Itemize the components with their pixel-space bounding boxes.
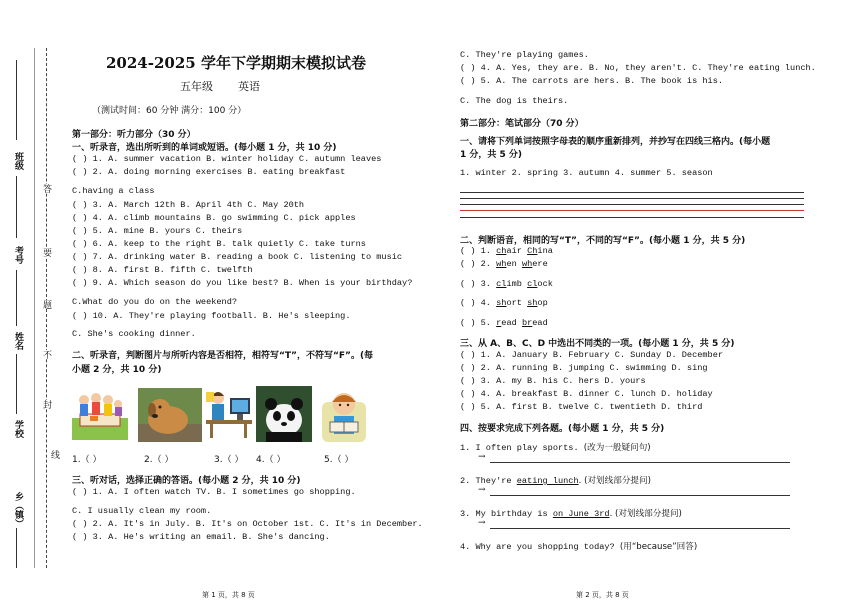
listening-item: C. She's cooking dinner. bbox=[72, 329, 196, 339]
listening-item: C.What do you do on the weekend? bbox=[72, 297, 238, 307]
picture-answer-2[interactable]: 2.（ ） bbox=[144, 455, 174, 465]
field-class-label: 班级 bbox=[13, 152, 23, 170]
listening-item: ( ) 5. A. mine B. yours C. theirs bbox=[72, 226, 243, 236]
field-id-line bbox=[16, 176, 17, 238]
part2-sec1-title-2: 1 分，共 5 分) bbox=[460, 150, 523, 160]
dialogue-item: ( ) 3. A. He's writing an email. B. She's dancing. bbox=[72, 532, 330, 542]
family-picnic-picture bbox=[72, 388, 128, 440]
answer-arrow: → bbox=[478, 485, 486, 495]
field-id-label: 考号 bbox=[13, 246, 23, 264]
page-number-right: 第 2 页，共 8 页 bbox=[576, 591, 629, 599]
subject-label: 英语 bbox=[238, 80, 260, 93]
rewrite-item: 4. Why are you shopping today? (用“because”回答) bbox=[460, 542, 698, 552]
phonics-item: ( ) 2. when where bbox=[460, 259, 548, 269]
binding-char-2: 要 bbox=[41, 248, 51, 257]
dialogue-item: C. They're playing games. bbox=[460, 50, 589, 60]
part2-sec1-title-1: 一、请将下列单词按照字母表的顺序重新排列，并抄写在四线三格内。(每小题 bbox=[460, 137, 771, 147]
dialogue-item: C. The dog is theirs. bbox=[460, 96, 569, 106]
phonics-item: ( ) 3. climb clock bbox=[460, 279, 553, 289]
answer-arrow: → bbox=[478, 518, 486, 528]
listening-item: ( ) 6. A. keep to the right B. talk quietly C. take turns bbox=[72, 239, 366, 249]
binding-char-1: 答 bbox=[41, 184, 51, 193]
listening-item: ( ) 3. A. March 12th B. April 4th C. May 20th bbox=[72, 200, 305, 210]
picture-answer-4[interactable]: 4.（ ） bbox=[256, 455, 286, 465]
boy-at-computer-picture bbox=[204, 386, 254, 440]
exam-title: 2024-2025 学年下学期期末模拟试卷 bbox=[106, 54, 366, 72]
rewrite-item: 3. My birthday is on June 3rd. (对划线部分提问) bbox=[460, 509, 682, 519]
listening-item: ( ) 1. A. summer vacation B. winter holiday C. autumn leaves bbox=[72, 154, 382, 164]
field-school-line bbox=[16, 354, 17, 414]
dog-picture bbox=[138, 388, 202, 442]
part1-sec2-title-1: 二、听录音，判断图片与所听内容是否相符，相符写“T”，不符写“F”。(每 bbox=[72, 351, 374, 361]
dialogue-item: C. I usually clean my room. bbox=[72, 506, 212, 516]
dialogue-item: ( ) 5. A. The carrots are hers. B. The book is his. bbox=[460, 76, 724, 86]
listening-item: ( ) 2. A. doing morning exercises B. eating breakfast bbox=[72, 167, 346, 177]
field-town-line bbox=[16, 528, 17, 568]
rewrite-item: 2. They're eating lunch. (对划线部分提问) bbox=[460, 476, 651, 486]
rewrite-item: 1. I often play sports. (改为一般疑问句) bbox=[460, 443, 651, 453]
dialogue-item: ( ) 4. A. Yes, they are. B. No, they aren't. C. They're eating lunch. bbox=[460, 63, 816, 73]
phonics-item: ( ) 1. chair China bbox=[460, 246, 553, 256]
grade-label: 五年级 bbox=[180, 80, 213, 93]
odd-one-out-item: ( ) 5. A. first B. twelve C. twentieth D. third bbox=[460, 402, 703, 412]
listening-item: ( ) 4. A. climb mountains B. go swimming C. pick apples bbox=[72, 213, 356, 223]
answer-arrow: → bbox=[478, 452, 486, 462]
binding-char-5: 线 bbox=[49, 450, 59, 459]
part1-sec3-title: 三、听对话，选择正确的答语。(每小题 2 分，共 10 分) bbox=[72, 476, 301, 486]
phonics-item: ( ) 5. read bread bbox=[460, 318, 548, 328]
panda-picture bbox=[256, 386, 312, 442]
part1-title: 第一部分：听力部分（30 分） bbox=[72, 130, 196, 140]
field-class-line bbox=[16, 60, 17, 140]
field-name-line bbox=[16, 270, 17, 326]
listening-item: ( ) 7. A. drinking water B. reading a book C. listening to music bbox=[72, 252, 403, 262]
part1-sec2-title-2: 小题 2 分，共 10 分) bbox=[72, 365, 162, 375]
odd-one-out-item: ( ) 4. A. breakfast B. dinner C. lunch D. holiday bbox=[460, 389, 713, 399]
part2-title: 第二部分：笔试部分（70 分） bbox=[460, 119, 584, 129]
answer-line[interactable] bbox=[490, 495, 790, 496]
listening-item: ( ) 8. A. first B. fifth C. twelfth bbox=[72, 265, 253, 275]
binding-char-3: 题 bbox=[41, 300, 51, 309]
answer-line[interactable] bbox=[490, 528, 790, 529]
odd-one-out-item: ( ) 1. A. January B. February C. Sunday D. December bbox=[460, 350, 724, 360]
picture-answer-5[interactable]: 5.（ ） bbox=[324, 455, 354, 465]
dialogue-item: ( ) 1. A. I often watch TV. B. I sometimes go shopping. bbox=[72, 487, 356, 497]
binding-char-4: 不 bbox=[41, 350, 51, 359]
listening-item: C.having a class bbox=[72, 186, 155, 196]
part1-sec1-title: 一、听录音，选出所听到的单词或短语。(每小题 1 分，共 10 分) bbox=[72, 143, 337, 153]
page-number-left: 第 1 页，共 8 页 bbox=[202, 591, 255, 599]
picture-answer-1[interactable]: 1.（ ） bbox=[72, 455, 102, 465]
odd-one-out-item: ( ) 2. A. running B. jumping C. swimming D. sing bbox=[460, 363, 708, 373]
listening-item: ( ) 9. A. Which season do you like best? B. When is your birthday? bbox=[72, 278, 413, 288]
boy-reading-picture bbox=[318, 388, 370, 444]
field-school-label: 学校 bbox=[13, 420, 23, 438]
dialogue-item: ( ) 2. A. It's in July. B. It's on October 1st. C. It's in December. bbox=[72, 519, 423, 529]
answer-line[interactable] bbox=[490, 462, 790, 463]
exam-info: （测试时间：60 分钟 满分：100 分） bbox=[92, 106, 247, 116]
odd-one-out-item: ( ) 3. A. my B. his C. hers D. yours bbox=[460, 376, 646, 386]
field-name-label: 姓名 bbox=[13, 332, 23, 350]
phonics-item: ( ) 4. short shop bbox=[460, 298, 548, 308]
field-town-label: 乡（镇） bbox=[13, 492, 23, 528]
part2-sec2-title: 二、判断语音，相同的写“T”，不同的写“F”。(每小题 1 分，共 5 分) bbox=[460, 236, 746, 246]
part2-sec4-title: 四、按要求完成下列各题。(每小题 1 分，共 5 分) bbox=[460, 424, 665, 434]
part2-sec3-title: 三、从 A、B、C、D 中选出不同类的一项。(每小题 1 分，共 5 分) bbox=[460, 339, 735, 349]
alphabet-words: 1. winter 2. spring 3. autumn 4. summer 5. season bbox=[460, 168, 713, 178]
binding-solid-line bbox=[34, 48, 35, 568]
binding-char-6: 封 bbox=[41, 400, 51, 409]
listening-item: ( ) 10. A. They're playing football. B. He's sleeping. bbox=[72, 311, 351, 321]
picture-answer-3[interactable]: 3.（ ） bbox=[214, 455, 244, 465]
